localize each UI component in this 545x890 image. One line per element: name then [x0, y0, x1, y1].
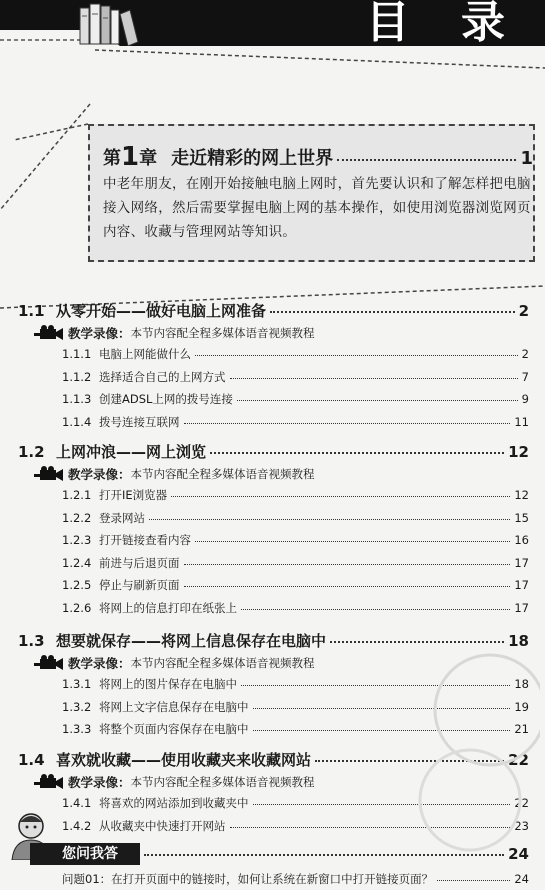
leader-dots: [241, 609, 510, 610]
subsection-title-text: 拨号连接互联网: [99, 414, 180, 429]
leader-dots: [171, 496, 510, 497]
subsection-title-text: 登录网站: [99, 510, 145, 525]
subsection-title-text: 创建ADSL上网的拨号连接: [99, 392, 233, 406]
section-page: 22: [508, 751, 529, 769]
subsection-page: 17: [514, 555, 529, 570]
chapter-title: 走近精彩的网上世界: [171, 148, 334, 169]
faq-question: 问题01：在打开页面中的链接时，如何让系统在新窗口中打开链接页面？: [62, 872, 434, 886]
subsection-title-text: 将网上的信息打印在纸张上: [99, 600, 237, 615]
subsection-title: [62, 721, 249, 737]
media-label: 教学录像：: [68, 326, 131, 341]
subsection-title-text: 将网上的图片保存在电脑中: [99, 677, 237, 691]
subsection-title: [62, 795, 249, 811]
subsection-title-text: 停止与刷新页面: [99, 578, 180, 592]
subsection-row[interactable]: [62, 487, 529, 503]
leader-dots: [149, 519, 510, 520]
subsection-title: [62, 699, 249, 715]
leader-dots: [184, 564, 511, 565]
subsection-row[interactable]: [62, 346, 529, 362]
media-note: [34, 773, 315, 791]
subsection-page: 16: [514, 533, 529, 547]
subsection-page: 17: [514, 600, 529, 615]
leader-dots: [230, 378, 518, 379]
section-title: [18, 749, 311, 770]
chapter-description: 中老年朋友，在刚开始接触电脑上网时，首先要认识和了解怎样把电脑接入网络，然后需要掌握电脑上网的基本操作，如使用浏览器浏览网页内容、收藏与管理网站等知识。: [103, 176, 531, 240]
subsection-row[interactable]: [62, 577, 529, 593]
leader-dots: [195, 355, 518, 356]
faq-title: 您问我答: [62, 846, 118, 862]
faq-question-page: 24: [514, 872, 529, 886]
subsection-number: 1.2.6: [62, 600, 92, 615]
leader-dots: [210, 452, 504, 454]
subsection-page: 2: [521, 347, 529, 361]
subsection-title-text: 将网上文字信息保存在电脑中: [99, 699, 249, 714]
section-number: 1.2: [18, 443, 45, 461]
media-label: 教学录像：: [68, 775, 131, 790]
chapter-number: 1: [121, 142, 140, 172]
subsection-page: 11: [514, 414, 529, 429]
subsection-number: 1.3.1: [62, 677, 92, 691]
leader-dots: [195, 541, 510, 542]
subsection-number: 1.3.2: [62, 699, 92, 714]
subsection-page: 19: [514, 699, 529, 714]
subsection-number: 1.2.4: [62, 555, 92, 570]
subsection-page: 15: [514, 510, 529, 525]
subsection-title-text: 前进与后退页面: [99, 555, 180, 570]
leader-dots: [237, 400, 518, 401]
page-title: 目 录: [365, 0, 523, 48]
subsection-page: 21: [514, 722, 529, 736]
subsection-page: 12: [514, 488, 529, 502]
subsection-page: 18: [514, 677, 529, 691]
faq-heading-row[interactable]: [140, 845, 529, 863]
subsection-title-text: 将整个页面内容保存在电脑中: [99, 722, 249, 736]
video-camera-icon: [34, 655, 64, 671]
leader-dots: [337, 159, 516, 161]
subsection-title: [62, 600, 237, 616]
subsection-page: 7: [521, 369, 529, 384]
section-title: [18, 441, 206, 462]
media-note: [34, 465, 315, 483]
section-title-text: 从零开始——做好电脑上网准备: [56, 302, 267, 320]
subsection-row[interactable]: [62, 369, 529, 385]
subsection-title: [62, 391, 233, 407]
subsection-number: 1.3.3: [62, 722, 92, 736]
subsection-title: [62, 676, 237, 692]
subsection-title-text: 从收藏夹中快速打开网站: [99, 818, 226, 833]
media-label: 教学录像：: [68, 467, 131, 482]
subsection-title-text: 将喜欢的网站添加到收藏夹中: [99, 796, 249, 810]
subsection-row[interactable]: [62, 532, 529, 548]
section-title: [18, 630, 326, 651]
section-title-text: 上网冲浪——网上浏览: [56, 443, 207, 461]
section-page: 18: [508, 632, 529, 650]
media-text: 本节内容配全程多媒体语音视频教程: [130, 656, 315, 670]
watermark-seal: [400, 640, 540, 860]
subsection-title: [62, 510, 145, 526]
subsection-number: 1.2.1: [62, 488, 92, 502]
chapter-heading[interactable]: [103, 141, 533, 172]
faq-page: 24: [508, 845, 529, 863]
subsection-title: [62, 369, 226, 385]
subsection-number: 1.2.5: [62, 578, 92, 592]
leader-dots: [184, 586, 511, 587]
leader-dots: [184, 423, 511, 424]
media-text: 本节内容配全程多媒体语音视频教程: [130, 326, 315, 340]
media-note: [34, 654, 315, 672]
section-row[interactable]: [18, 441, 529, 462]
subsection-row[interactable]: [62, 510, 529, 526]
subsection-number: 1.4.1: [62, 796, 92, 810]
subsection-title: [62, 532, 191, 548]
subsection-number: 1.1.4: [62, 414, 92, 429]
subsection-title: [62, 487, 167, 503]
section-title-text: 喜欢就收藏——使用收藏夹来收藏网站: [56, 751, 312, 769]
subsection-title-text: 打开链接查看内容: [99, 533, 191, 547]
subsection-row[interactable]: [62, 414, 529, 430]
subsection-page: 23: [514, 818, 529, 833]
subsection-number: 1.1.3: [62, 392, 92, 406]
video-camera-icon: [34, 774, 64, 790]
leader-dots: [270, 311, 515, 313]
subsection-row[interactable]: [62, 600, 529, 616]
subsection-number: 1.2.2: [62, 510, 92, 525]
media-text: 本节内容配全程多媒体语音视频教程: [130, 467, 315, 481]
subsection-title-text: 选择适合自己的上网方式: [99, 369, 226, 384]
subsection-page: 17: [514, 578, 529, 592]
media-text: 本节内容配全程多媒体语音视频教程: [130, 775, 315, 789]
subsection-row[interactable]: [62, 391, 529, 407]
section-title: [18, 300, 266, 321]
subsection-page: 9: [521, 392, 529, 406]
section-number: 1.4: [18, 751, 45, 769]
section-number: 1.3: [18, 632, 45, 650]
subsection-row[interactable]: [62, 555, 529, 571]
subsection-number: 1.1.2: [62, 369, 92, 384]
subsection-title: [62, 414, 180, 430]
subsection-title-text: 打开IE浏览器: [99, 488, 168, 502]
media-label: 教学录像：: [68, 656, 131, 671]
subsection-number: 1.4.2: [62, 818, 92, 833]
subsection-title: [62, 818, 226, 834]
faq-question-row[interactable]: [62, 871, 529, 887]
subsection-number: 1.1.1: [62, 347, 92, 361]
media-note: [34, 324, 315, 342]
chapter-prefix: 第: [103, 148, 121, 169]
subsection-title: [62, 577, 180, 593]
section-row[interactable]: [18, 300, 529, 321]
subsection-title: [62, 555, 180, 571]
section-number: 1.1: [18, 302, 45, 320]
subsection-number: 1.2.3: [62, 533, 92, 547]
leader-dots: [437, 880, 510, 881]
subsection-title-text: 电脑上网能做什么: [99, 347, 191, 361]
subsection-title: [62, 346, 191, 362]
video-camera-icon: [34, 466, 64, 482]
video-camera-icon: [34, 325, 64, 341]
subsection-page: 22: [514, 796, 529, 810]
section-page: 12: [508, 443, 529, 461]
leader-dots: [144, 854, 504, 856]
chapter-suffix: 章: [139, 148, 158, 169]
section-title-text: 想要就保存——将网上信息保存在电脑中: [56, 632, 327, 650]
section-page: 2: [518, 302, 529, 320]
chapter-page: 1: [520, 148, 533, 169]
